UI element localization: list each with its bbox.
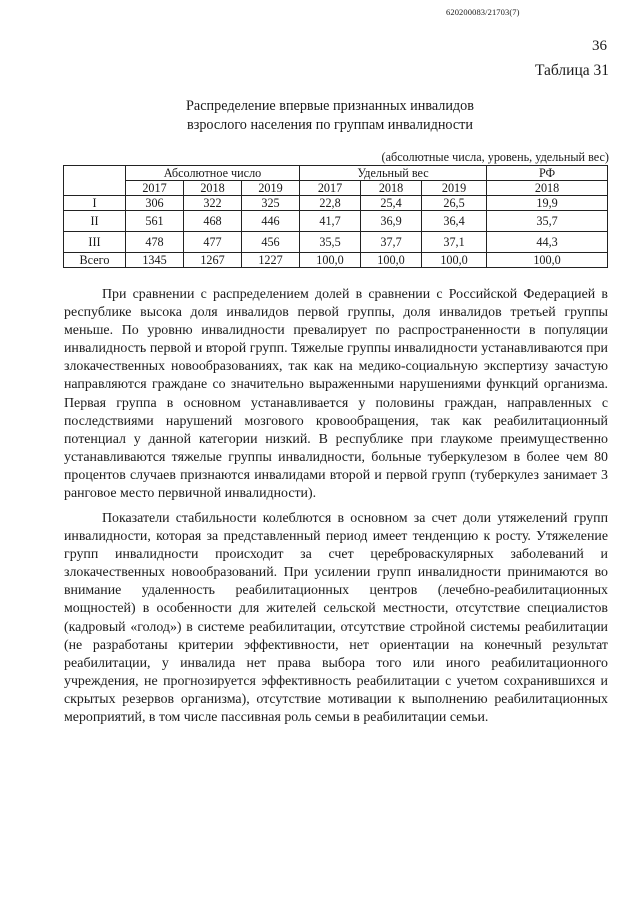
row-label-header (64, 166, 126, 196)
table-cell: 41,7 (300, 211, 361, 232)
column-group-share: Удельный вес (300, 166, 487, 181)
table-cell: 325 (242, 196, 300, 211)
year-header: 2017 (126, 181, 184, 196)
table-header-row (64, 166, 608, 181)
table-year-row (64, 181, 608, 196)
page-number: 36 (592, 38, 607, 54)
disability-distribution-table (63, 165, 608, 268)
table-cell: 468 (184, 211, 242, 232)
body-paragraph-2: Показатели стабильности колеблются в основном за счет доли утяжелений групп инвалидности, которая за представленный период имеет тенденцию к росту. Утяжеление групп инвалидности происходит за счет цереброваскулярных заболеваний и злокачественных новообразований. При усилении групп инвалидности принимаются во внимание удаленность реабилитационных центров (лечебно-реабилитационных мощностей) в особенности для жителей сельской местности, отсутствие специалистов (кадровый «голод») в системе реабилитации, отсутствие стройной системы реабилитации (не разработаны критерии эффективности, нет ориентации на конечный результат реабилитации, у инвалида нет права выбора того или иного реабилитационного учреждения, не прогнозируется эффективность реабилитации с учетом сохранившихся и скрытых резервов организма), отсутствие мотивации к выполнению реабилитационных мероприятий, в том числе пассивная роль семьи в реабилитации семьи. (64, 511, 608, 726)
table-cell: 44,3 (487, 232, 608, 253)
year-header: 2019 (242, 181, 300, 196)
table-cell: 561 (126, 211, 184, 232)
table-row (64, 232, 608, 253)
table-cell: 36,9 (361, 211, 422, 232)
table-cell: 100,0 (361, 253, 422, 268)
table-cell: 1345 (126, 253, 184, 268)
table-cell: 100,0 (487, 253, 608, 268)
table-cell: 1267 (184, 253, 242, 268)
table-cell: 100,0 (300, 253, 361, 268)
row-label: I (64, 196, 126, 211)
table-cell: 36,4 (422, 211, 487, 232)
column-group-absolute: Абсолютное число (126, 166, 300, 181)
row-label: II (64, 211, 126, 232)
table-cell: 35,7 (487, 211, 608, 232)
table-title-line-2: взрослого населения по группам инвалидности (187, 117, 473, 133)
table-title-line-1: Распределение впервые признанных инвалидов (186, 98, 474, 114)
units-note: (абсолютные числа, уровень, удельный вес) (381, 150, 609, 164)
year-header: 2018 (361, 181, 422, 196)
table-row (64, 211, 608, 232)
table-cell: 22,8 (300, 196, 361, 211)
table-cell: 37,7 (361, 232, 422, 253)
table-cell: 19,9 (487, 196, 608, 211)
row-label: III (64, 232, 126, 253)
table-cell: 100,0 (422, 253, 487, 268)
table-row (64, 196, 608, 211)
table-cell: 25,4 (361, 196, 422, 211)
table-cell: 37,1 (422, 232, 487, 253)
column-group-rf: РФ (487, 166, 608, 181)
table-cell: 456 (242, 232, 300, 253)
table-cell: 35,5 (300, 232, 361, 253)
year-header: 2018 (184, 181, 242, 196)
table-cell: 446 (242, 211, 300, 232)
year-header: 2017 (300, 181, 361, 196)
table-cell: 322 (184, 196, 242, 211)
table-total-row (64, 253, 608, 268)
table-cell: 1227 (242, 253, 300, 268)
table-cell: 478 (126, 232, 184, 253)
row-label: Всего (64, 253, 126, 268)
table-cell: 26,5 (422, 196, 487, 211)
table-cell: 477 (184, 232, 242, 253)
table-label: Таблица 31 (534, 62, 609, 79)
body-paragraph-1: При сравнении с распределением долей в сравнении с Российской Федерацией в республике высока доля инвалидов первой группы, доля инвалидов третьей группы меньше. По уровню инвалидности превалирует по распространенности в популяции инвалидность первой и второй групп. Тяжелые группы инвалидности устанавливаются при злокачественных новообразованиях, так как на медико-социальную экспертизу зачастую направляются граждане со значительно выраженными нарушениями функций организма. Первая группа в основном устанавливается у половины граждан, направленных с последствиями нарушений мозгового кровообращения, так как реабилитационный потенциал у данной категории низкий. В республике при глаукоме преимущественно устанавливаются тяжелые группы инвалидности, больные туберкулезом в более чем 80 процентов случаев признаются инвалидами второй и первой групп (туберкулез занимает 3 ранговое место первичной инвалидности). (64, 287, 608, 502)
year-header: 2018 (487, 181, 608, 196)
document-id: 620200083/21703(7) (446, 7, 520, 17)
year-header: 2019 (422, 181, 487, 196)
table-cell: 306 (126, 196, 184, 211)
